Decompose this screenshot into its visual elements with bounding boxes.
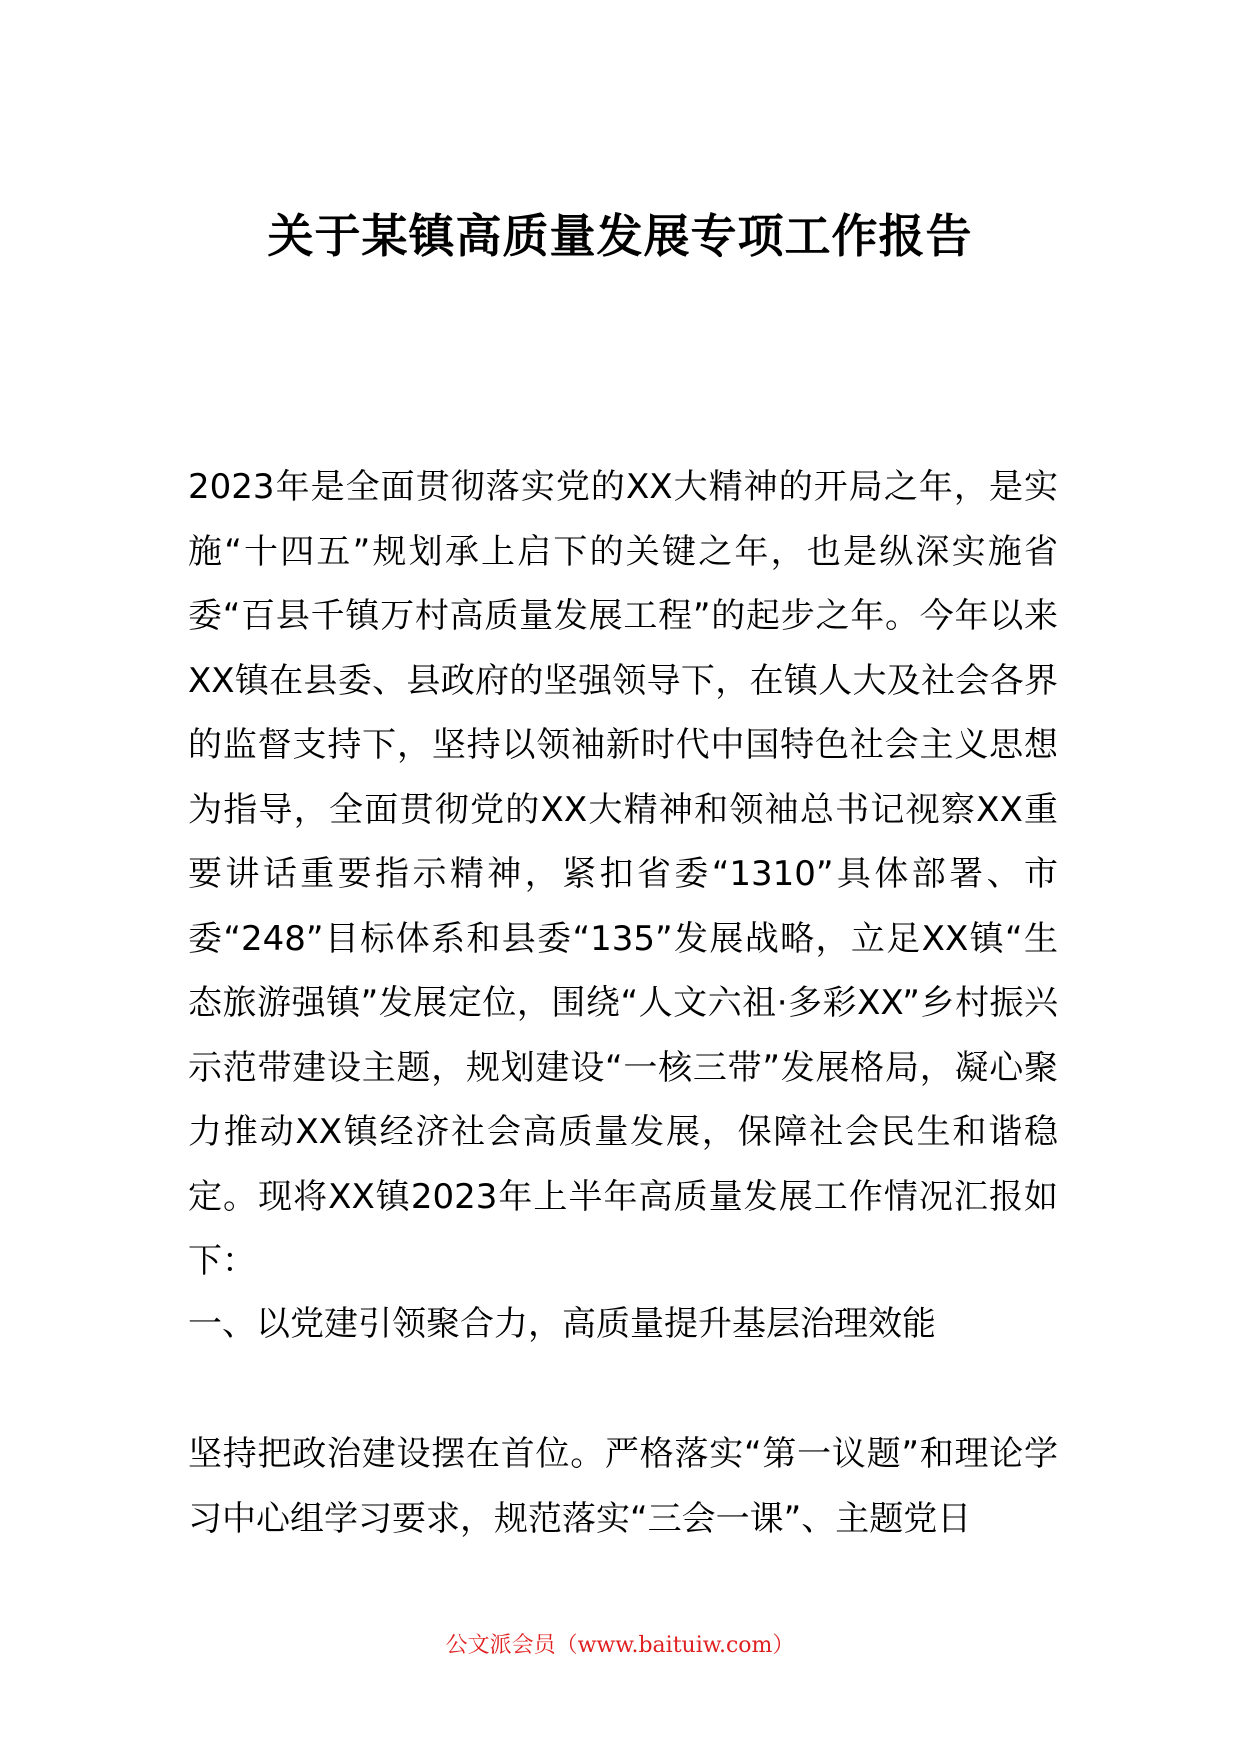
intro-paragraph: 2023年是全面贯彻落实党的XX大精神的开局之年，是实施“十四五”规划承上启下的关键之年，也是纵深实施省委“百县千镇万村高质量发展工程”的起步之年。今年以来XX镇在县委、县政府的坚强领导下，在镇人大及社会各界的监督支持下，坚持以领袖新时代中国特色社会主义思想为指导，全面贯彻党的XX大精神和领袖总书记视察XX重要讲话重要指示精神，紧扣省委“1310”具体部署、市委“248”目标体系和县委“135”发展战略，立足XX镇“生态旅游强镇”发展定位，围绕“人文六祖·多彩XX”乡村振兴示范带建设主题，规划建设“一核三带”发展格局，凝心聚力推动XX镇经济社会高质量发展，保障社会民生和谐稳定。现将XX镇2023年上半年高质量发展工作情况汇报如下： (188, 467, 1058, 1281)
section-heading: 一、以党建引领聚合力，高质量提升基层治理效能 (188, 1304, 936, 1344)
footer-watermark: 公文派会员（www.baituiw.com） (445, 1633, 795, 1658)
document-title: 关于某镇高质量发展专项工作报告 (267, 209, 973, 263)
section-paragraph: 坚持把政治建设摆在首位。严格落实“第一议题”和理论学习中心组学习要求，规范落实“三会一课”、主题党日 (188, 1434, 1058, 1539)
